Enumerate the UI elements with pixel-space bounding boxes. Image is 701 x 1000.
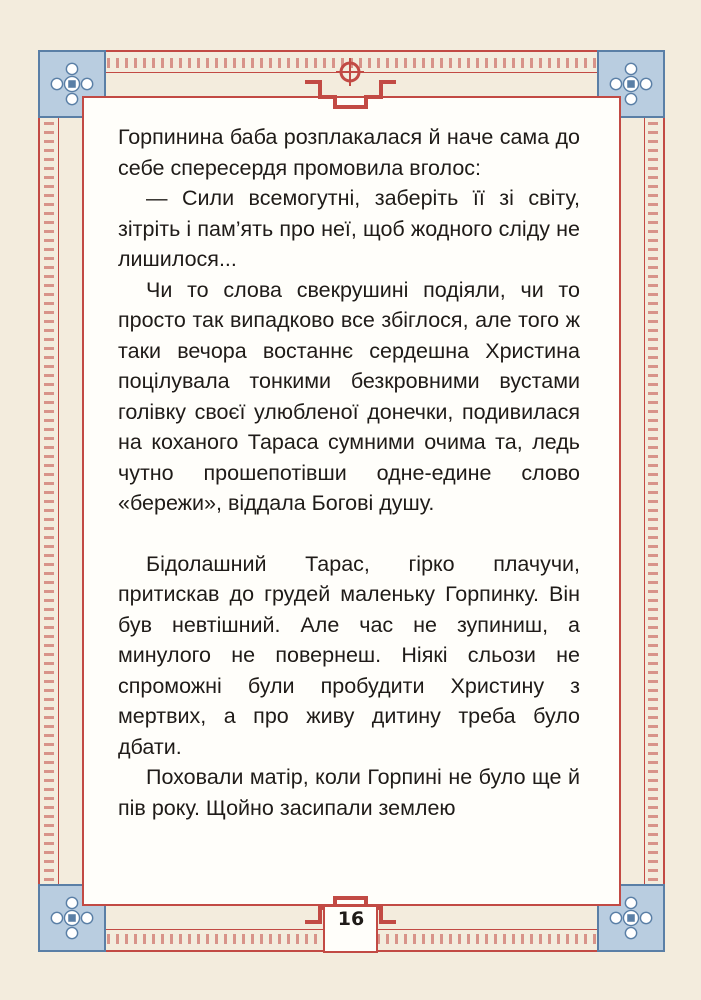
story-text: [118, 122, 580, 823]
paragraph: Поховали матір, коли Горпині не було ще й пів року. Щойно засипали землею: [118, 765, 580, 820]
embroidery-band-right: [648, 58, 658, 944]
page-number: 16: [337, 908, 365, 930]
paragraph: — Сили всемогутні, заберіть її зі світу, зітріть і пам’ять про неї, щоб жодного сліду не лишилося...: [118, 186, 580, 271]
section-break: [118, 519, 580, 549]
top-embroidery-motif-icon: [300, 52, 401, 112]
paragraph: Горпинина баба розплакалася й наче сама до себе спересердя промовила вголос:: [118, 125, 580, 180]
paragraph: Бідолашний Тарас, гірко плачучи, притискав до грудей маленьку Горпинку. Він був невтішний. Але час не зупиниш, а минулого не повернеш. Ніякі сльози не спроможні були пробудити Христину з мертвих, а про живу дитину треба було дбати.: [118, 551, 580, 759]
embroidery-band-left: [44, 58, 54, 944]
paragraph: Чи то слова свекрушині подіяли, чи то просто так випадково все збіглося, але того ж таки вечора востаннє сердешна Христина поцілувала тонкими безкровними вустами голівку своєї улюбленої донечки, подивилася на коханого Тараса сумними очима та, ледь чутно прошепотівши одне-едине слово «бережи», віддала Богові душу.: [118, 277, 580, 515]
